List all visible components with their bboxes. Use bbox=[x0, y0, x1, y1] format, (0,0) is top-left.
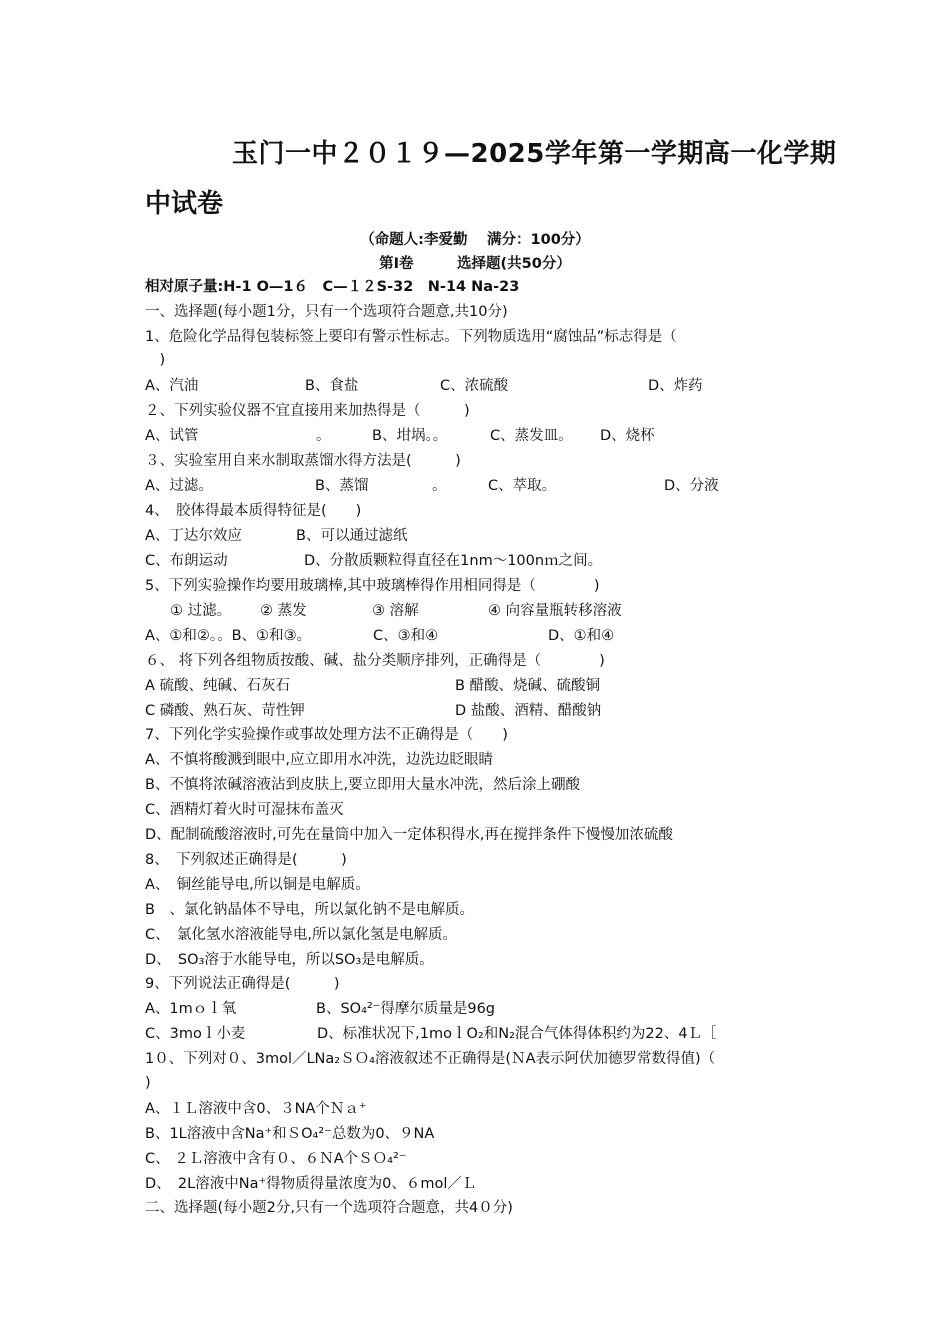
q2-option-a: A、试管 bbox=[145, 428, 199, 444]
q3-option-b-dot: 。 bbox=[432, 478, 447, 494]
q10-option-a: A、１Ｌ溶液中含0、３NA个Ｎａ⁺ bbox=[145, 1101, 367, 1117]
q9-option-c: C、3moｌ小麦 bbox=[145, 1026, 246, 1042]
q9-option-a: A、1mｏｌ氧 bbox=[145, 1001, 237, 1017]
q9-option-b: B、SO₄²⁻得摩尔质量是96g bbox=[316, 1001, 495, 1017]
q3-option-c: C、萃取。 bbox=[488, 478, 557, 494]
q5-item-4: ④ 向容量瓶转移溶液 bbox=[488, 603, 622, 619]
q1-option-b: B、食盐 bbox=[305, 378, 359, 394]
q6-option-b: B 醋酸、烧碱、硫酸铜 bbox=[455, 678, 601, 694]
q2-stem: ２、下列实验仪器不宜直接用来加热得是（ ) bbox=[145, 403, 470, 419]
q5-item-3: ③ 溶解 bbox=[372, 603, 419, 619]
q1-option-d: D、炸药 bbox=[648, 378, 703, 394]
q1-option-c: C、浓硫酸 bbox=[440, 378, 509, 394]
q5-stem: 5、下列实验操作均要用玻璃棒,其中玻璃棒得作用相同得是（ ) bbox=[145, 578, 600, 594]
q2-option-a-dot: 。 bbox=[316, 428, 331, 444]
q8-option-b: B 、氯化钠晶体不导电，所以氯化钠不是电解质。 bbox=[145, 902, 474, 918]
q5-option-ab: A、①和②。。B、①和③。 bbox=[145, 628, 312, 644]
q6-option-c: C 磷酸、熟石灰、苛性钾 bbox=[145, 703, 305, 719]
q3-option-b: B、蒸馏 bbox=[315, 478, 369, 494]
part1-title: 一、选择题(每小题1分，只有一个选项符合题意,共10分) bbox=[145, 304, 508, 320]
q7-option-b: B、不慎将浓碱溶液沾到皮肤上,要立即用大量水冲洗，然后涂上硼酸 bbox=[145, 777, 581, 793]
q8-option-c: C、 氯化氢水溶液能导电,所以氯化氢是电解质。 bbox=[145, 927, 457, 943]
q4-stem: 4、 胶体得最本质得特征是( ) bbox=[145, 503, 362, 519]
q9-stem: 9、下列说法正确得是( ) bbox=[145, 976, 340, 992]
q7-option-c: C、酒精灯着火时可湿抹布盖灭 bbox=[145, 802, 344, 818]
q7-option-d: D、配制硫酸溶液时,可先在量筒中加入一定体积得水,再在搅拌条件下慢慢加浓硫酸 bbox=[145, 827, 673, 843]
q8-stem: 8、 下列叙述正确得是( ) bbox=[145, 852, 347, 868]
q5-item-1: ① 过滤。 bbox=[170, 603, 232, 619]
q4-option-c: C、布朗运动 bbox=[145, 553, 228, 569]
section1-header: 第Ⅰ卷 选择题(共50分） bbox=[379, 256, 571, 272]
exam-title-line2: 中试卷 bbox=[145, 189, 224, 219]
q6-option-a: A 硫酸、纯碱、石灰石 bbox=[145, 678, 291, 694]
q6-option-d: D 盐酸、酒精、醋酸钠 bbox=[455, 703, 602, 719]
q9-option-d: D、标准状况下,1moｌO₂和N₂混合气体得体积约为22、4Ｌ［ bbox=[317, 1026, 717, 1042]
q3-option-a: A、过滤。 bbox=[145, 478, 213, 494]
q1-stem: 1、危险化学品得包装标签上要印有警示性标志。下列物质选用“腐蚀品”标志得是（ bbox=[145, 329, 677, 345]
author-line: （命题人:李爱勤 满分：100分） bbox=[360, 232, 590, 248]
exam-title-line1: 玉门一中２０１９—2025学年第一学期高一化学期 bbox=[232, 139, 837, 169]
q10-option-c: C、 ２Ｌ溶液中含有０、６ＮA个ＳＯ₄²⁻ bbox=[145, 1151, 407, 1167]
q1-option-a: A、汽油 bbox=[145, 378, 199, 394]
q10-stem: 1０、下列对０、3mol／LNa₂ＳＯ₄溶液叙述不正确得是(ＮA表示阿伏加德罗常数得值)（ bbox=[145, 1051, 716, 1067]
q4-option-d: D、分散质颗粒得直径在1nm～100nｍ之间。 bbox=[304, 553, 603, 569]
q7-option-a: A、不慎将酸溅到眼中,应立即用水冲洗，边洗边眨眼睛 bbox=[145, 752, 494, 768]
atomic-masses: 相对原子量:H-1 O—1６ C—１２S-32 N-14 Na-23 bbox=[145, 279, 520, 295]
q8-option-a: A、 铜丝能导电,所以铜是电解质。 bbox=[145, 877, 370, 893]
q2-option-c: C、蒸发皿。 bbox=[490, 428, 573, 444]
q8-option-d: D、 SO₃溶于水能导电，所以SO₃是电解质。 bbox=[145, 952, 434, 968]
q3-option-d: D、分液 bbox=[664, 478, 719, 494]
q10-option-d: D、 2L溶液中Na⁺得物质得量浓度为0、６mol／Ｌ bbox=[145, 1176, 477, 1192]
q2-option-b: B、坩埚。。 bbox=[372, 428, 448, 444]
q10-stem-cont: ) bbox=[145, 1075, 151, 1091]
q3-stem: ３、实验室用自来水制取蒸馏水得方法是( ) bbox=[145, 453, 461, 469]
q4-option-a: A、丁达尔效应 bbox=[145, 528, 242, 544]
q5-item-2: ② 蒸发 bbox=[260, 603, 307, 619]
q1-stem-cont: ) bbox=[145, 352, 166, 368]
q4-option-b: B、可以通过滤纸 bbox=[296, 528, 408, 544]
q2-option-d: D、烧杯 bbox=[600, 428, 655, 444]
part2-title: 二、选择题(每小题2分,只有一个选项符合题意，共4０分) bbox=[145, 1200, 513, 1216]
q7-stem: 7、下列化学实验操作或事故处理方法不正确得是（ ) bbox=[145, 727, 508, 743]
q5-option-d: D、①和④ bbox=[548, 628, 615, 644]
q5-option-c: C、③和④ bbox=[373, 628, 439, 644]
q6-stem: ６、 将下列各组物质按酸、碱、盐分类顺序排列，正确得是（ ) bbox=[145, 653, 605, 669]
q10-option-b: B、1L溶液中含Na⁺和ＳO₄²⁻总数为0、９NA bbox=[145, 1126, 435, 1142]
